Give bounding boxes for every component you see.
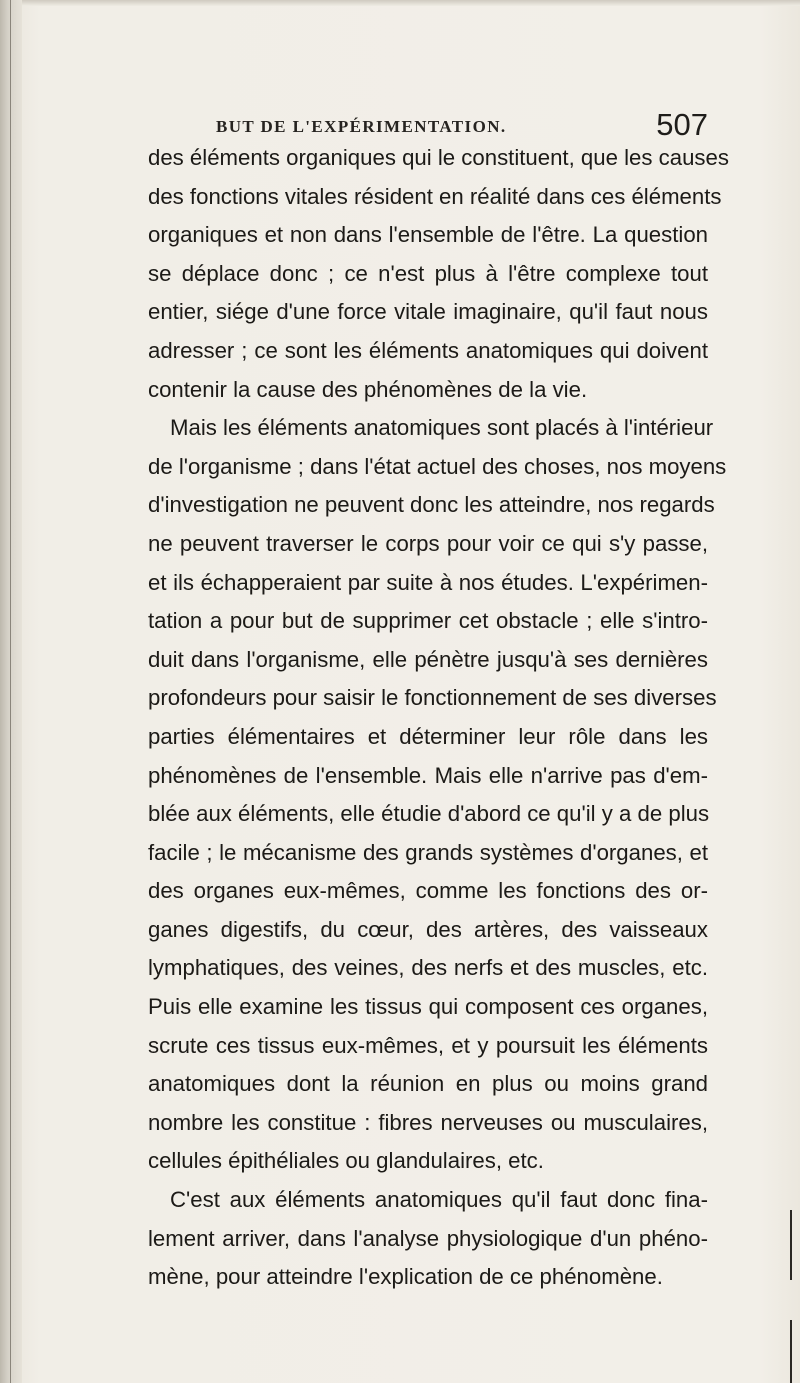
text-line: profondeurs pour saisir le fonctionnement de ses diverses (148, 685, 717, 711)
page-gutter-line (10, 0, 11, 1383)
text-line: de l'organisme ; dans l'état actuel des choses, nos moyens (148, 453, 727, 479)
text-line: Mais les éléments anatomiques sont placés à l'intérieur (170, 415, 714, 441)
text-line: anatomiques dont la réunion en plus ou moins grand (148, 1071, 708, 1097)
text-line: C'est aux éléments anatomiques qu'il faut donc fina- (170, 1187, 708, 1213)
text-line: contenir la cause des phénomènes de la vie. (148, 376, 588, 402)
page-number: 507 (656, 107, 708, 142)
right-margin-mark-lower (790, 1320, 792, 1383)
text-line: entier, siége d'une force vitale imaginaire, qu'il faut nous (148, 299, 708, 325)
text-line: phénomènes de l'ensemble. Mais elle n'arrive pas d'em- (148, 762, 708, 788)
right-margin-mark (790, 1210, 792, 1280)
text-line: scrute ces tissus eux-mêmes, et y poursuit les éléments (148, 1032, 708, 1058)
text-line: mène, pour atteindre l'explication de ce phénomène. (148, 1264, 663, 1290)
text-line: cellules épithéliales ou glandulaires, etc. (148, 1148, 544, 1174)
text-line: organiques et non dans l'ensemble de l'être. La question (148, 222, 708, 248)
text-line: ganes digestifs, du cœur, des artères, des vaisseaux (148, 916, 708, 942)
text-line: ne peuvent traverser le corps pour voir ce qui s'y passe, (148, 530, 708, 556)
text-line: parties élémentaires et déterminer leur rôle dans les (148, 723, 708, 749)
text-line: et ils échapperaient par suite à nos études. L'expérimen- (148, 569, 708, 595)
page-top-edge (0, 0, 800, 6)
text-line: duit dans l'organisme, elle pénètre jusqu'à ses dernières (148, 646, 708, 672)
text-line: se déplace donc ; ce n'est plus à l'être complexe tout (148, 260, 708, 286)
text-line: nombre les constitue : fibres nerveuses ou musculaires, (148, 1109, 708, 1135)
page-gutter-shadow (0, 0, 22, 1383)
text-line: lymphatiques, des veines, des nerfs et des muscles, etc. (148, 955, 708, 981)
text-line: blée aux éléments, elle étudie d'abord ce qu'il y a de plus (148, 801, 710, 827)
page-header (148, 95, 708, 145)
text-line: des fonctions vitales résident en réalité dans ces éléments (148, 183, 722, 209)
body-text (148, 139, 729, 1297)
text-line: Puis elle examine les tissus qui composent ces organes, (148, 994, 708, 1020)
text-line: des organes eux-mêmes, comme les fonctions des or- (148, 878, 708, 904)
running-title: BUT DE L'EXPÉRIMENTATION. (216, 117, 507, 136)
text-line: adresser ; ce sont les éléments anatomiques qui doivent (148, 337, 708, 363)
text-line: facile ; le mécanisme des grands systèmes d'organes, et (148, 839, 708, 865)
text-line: d'investigation ne peuvent donc les atteindre, nos regards (148, 492, 715, 518)
text-line: lement arriver, dans l'analyse physiologique d'un phéno- (148, 1225, 708, 1251)
text-line: tation a pour but de supprimer cet obstacle ; elle s'intro- (148, 608, 708, 634)
text-line: des éléments organiques qui le constituent, que les causes (148, 145, 729, 170)
